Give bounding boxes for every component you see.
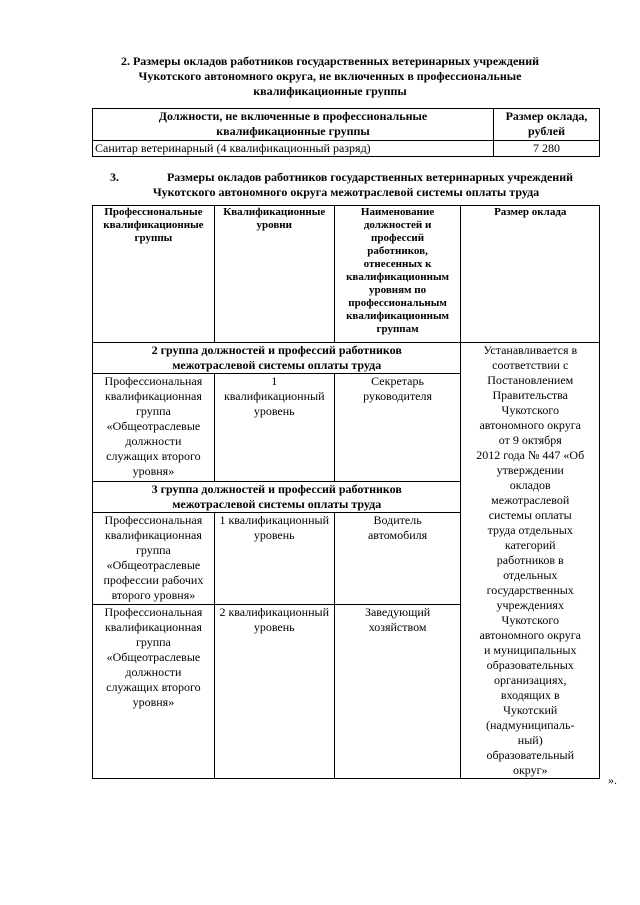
text-line: и муниципальных bbox=[483, 643, 577, 657]
text-line: Чукотского bbox=[501, 403, 559, 417]
text-line: 2 квалификационный bbox=[219, 604, 329, 619]
text-line: профессиональным bbox=[348, 297, 447, 309]
header-positions: Должности, не включенные в профессиональные квалификационные группы bbox=[93, 109, 494, 141]
text-line: труда отдельных bbox=[487, 523, 573, 537]
text-line: Секретарь bbox=[371, 374, 424, 389]
section2-table bbox=[92, 108, 600, 157]
section3-table bbox=[92, 205, 600, 779]
header-salary-size bbox=[461, 206, 600, 343]
row3-group bbox=[93, 604, 215, 778]
text-line: образовательных bbox=[486, 658, 574, 672]
text-line: квалификационным bbox=[346, 310, 450, 322]
text-line: 1 bbox=[271, 374, 278, 389]
text-line: группа bbox=[135, 542, 171, 557]
row-salary: 7 280 bbox=[494, 141, 600, 157]
text-line: Водитель bbox=[373, 512, 422, 527]
text-line: должности bbox=[125, 664, 182, 679]
text-line: Профессиональная bbox=[104, 374, 203, 389]
text-line: Наименование bbox=[360, 206, 435, 218]
text-line: автономного округа bbox=[479, 418, 581, 432]
text-line: уровень bbox=[253, 527, 295, 542]
text-line: автомобиля bbox=[367, 527, 428, 542]
text-line: Профессиональные bbox=[104, 206, 203, 218]
section3-title: 3. Размеры окладов работников государственных ветеринарных учреждений Чукотского автономного округа межотраслевой системы оплаты труда bbox=[110, 170, 574, 199]
text-line: «Общеотраслевые bbox=[106, 649, 201, 664]
text-line: уровням по bbox=[368, 284, 427, 296]
text-line: квалификационным bbox=[346, 271, 450, 283]
text-line: Профессиональная bbox=[104, 512, 203, 527]
text-line: Правительства bbox=[492, 388, 568, 402]
row2-level bbox=[214, 512, 334, 604]
text-line: межотраслевой системы оплаты труда bbox=[172, 358, 382, 372]
end-mark: ». bbox=[608, 773, 617, 787]
text-line: организациях, bbox=[493, 673, 567, 687]
group2-title bbox=[93, 343, 461, 374]
row1-position bbox=[334, 374, 461, 481]
row3-level bbox=[214, 604, 334, 778]
text-line: профессии рабочих bbox=[103, 572, 204, 587]
header-position-names bbox=[334, 206, 461, 343]
row1-group bbox=[93, 374, 215, 481]
text-line: группам bbox=[376, 323, 419, 335]
row2-position bbox=[334, 512, 461, 604]
text-line: окладов bbox=[509, 478, 551, 492]
text-line: работников в bbox=[496, 553, 564, 567]
text-line: Чукотский bbox=[503, 703, 558, 717]
text-line: группа bbox=[135, 634, 171, 649]
text-line: межотраслевой bbox=[491, 493, 570, 507]
text-line: хозяйством bbox=[368, 619, 427, 634]
text-line: группа bbox=[135, 404, 171, 419]
section2-title: 2. Размеры окладов работников государственных ветеринарных учреждений Чукотского автономного округа, не включенных в профессиональные квалификационные группы bbox=[120, 54, 540, 98]
row2-group bbox=[93, 512, 215, 604]
text-line: работников, bbox=[367, 245, 428, 257]
text-line: квалификационная bbox=[104, 619, 202, 634]
text-line: Размер оклада bbox=[494, 206, 567, 218]
text-line: 2 группа должностей и профессий работников bbox=[151, 343, 402, 357]
text-line: второго уровня» bbox=[111, 587, 196, 602]
text-line: «Общеотраслевые bbox=[106, 557, 201, 572]
text-line: профессий bbox=[371, 232, 425, 244]
text-line: соответствии с bbox=[492, 358, 569, 372]
text-line: 2012 года № 447 «Об bbox=[476, 448, 585, 462]
row1-level bbox=[214, 374, 334, 481]
text-line: (надмуниципаль- bbox=[486, 718, 575, 732]
text-line: Квалификационные bbox=[223, 206, 326, 218]
text-line: уровни bbox=[256, 219, 292, 231]
text-line: округ» bbox=[512, 763, 548, 777]
text-line: уровень bbox=[253, 619, 295, 634]
text-line: служащих второго bbox=[106, 449, 201, 464]
text-line: системы оплаты bbox=[488, 508, 572, 522]
text-line: Заведующий bbox=[364, 604, 431, 619]
text-line: квалификационная bbox=[104, 527, 202, 542]
text-line: служащих второго bbox=[106, 679, 201, 694]
row-position: Санитар ветеринарный (4 квалификационный разряд) bbox=[93, 141, 494, 157]
text-line: образовательный bbox=[486, 748, 575, 762]
header-salary: Размер оклада, рублей bbox=[494, 109, 600, 141]
text-line: квалификационные bbox=[103, 219, 204, 231]
text-line: 1 квалификационный bbox=[219, 512, 329, 527]
text-line: уровень bbox=[253, 404, 295, 419]
text-line: квалификационный bbox=[223, 389, 325, 404]
text-line: «Общеотраслевые bbox=[106, 419, 201, 434]
text-line: межотраслевой системы оплаты труда bbox=[172, 496, 382, 511]
salary-note bbox=[461, 343, 600, 779]
text-line: уровня» bbox=[132, 464, 175, 479]
text-line: отдельных bbox=[503, 568, 558, 582]
text-line: ный) bbox=[517, 733, 543, 747]
row3-position bbox=[334, 604, 461, 778]
text-line: государственных bbox=[486, 583, 574, 597]
text-line: от 9 октября bbox=[498, 433, 562, 447]
text-line: Устанавливается в bbox=[483, 343, 578, 357]
text-line: Постановлением bbox=[487, 373, 574, 387]
text-line: категорий bbox=[504, 538, 556, 552]
text-line: Чукотского bbox=[501, 613, 559, 627]
section3-number: 3. bbox=[110, 170, 119, 184]
text-line: Профессиональная bbox=[104, 604, 203, 619]
text-line: автономного округа bbox=[479, 628, 581, 642]
text-line: уровня» bbox=[132, 694, 175, 709]
text-line: утверждении bbox=[496, 463, 564, 477]
text-line: квалификационная bbox=[104, 389, 202, 404]
text-line: руководителя bbox=[363, 389, 433, 404]
text-line: 3 группа должностей и профессий работников bbox=[151, 481, 402, 496]
text-line: учреждениях bbox=[496, 598, 564, 612]
text-line: должностей и bbox=[363, 219, 432, 231]
header-qual-levels bbox=[214, 206, 334, 343]
text-line: входящих в bbox=[500, 688, 560, 702]
text-line: отнесенных к bbox=[363, 258, 432, 270]
text-line: должности bbox=[125, 434, 182, 449]
group3-title bbox=[93, 481, 461, 512]
header-prof-groups bbox=[93, 206, 215, 343]
text-line: группы bbox=[134, 232, 173, 244]
